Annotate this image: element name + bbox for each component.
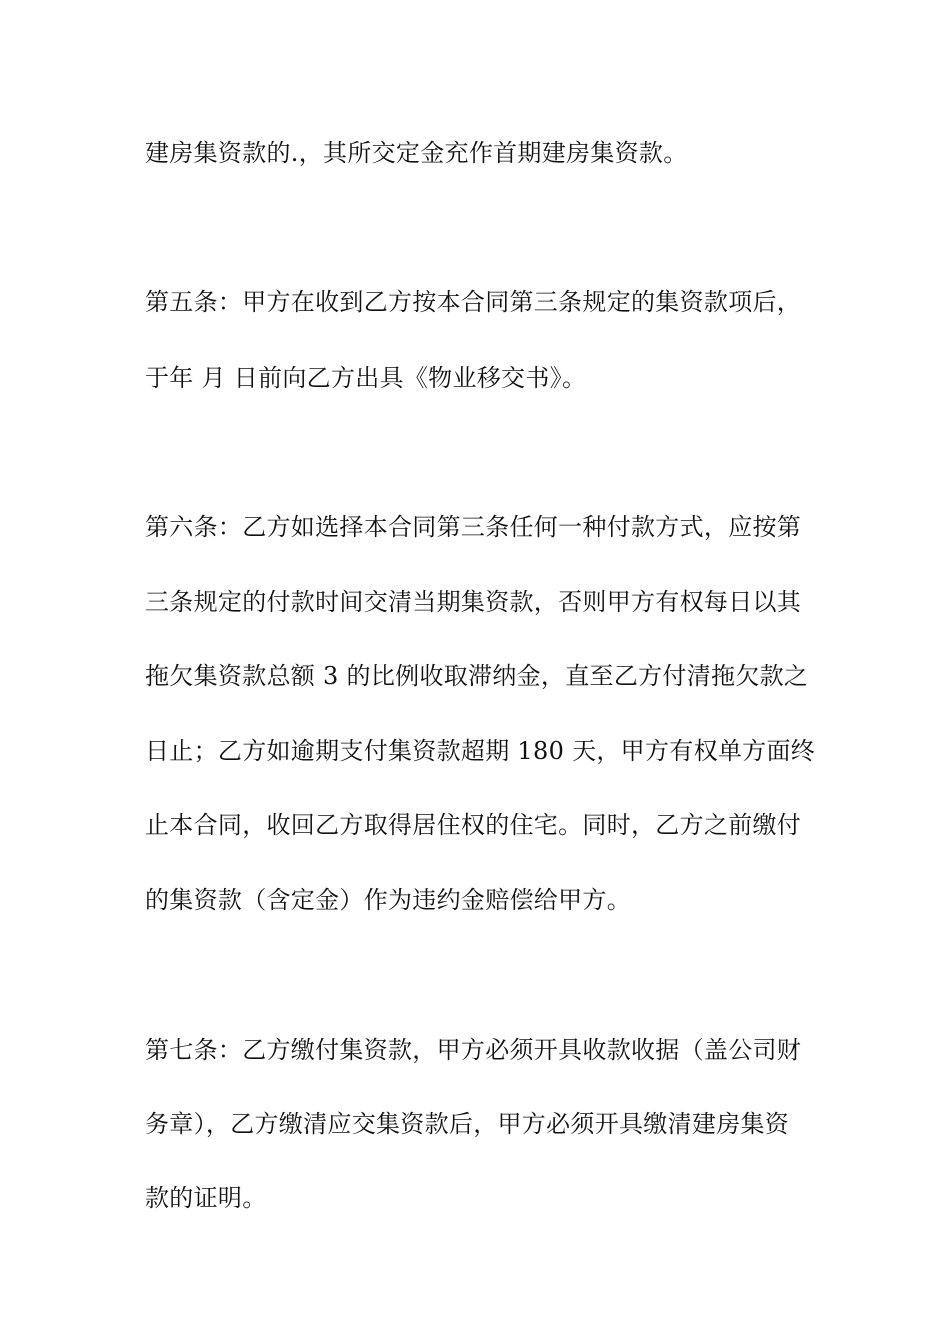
- text-line: 款的证明。: [145, 1184, 267, 1212]
- text-line: 第五条：甲方在收到乙方按本合同第三条规定的集资款项后，: [145, 288, 802, 316]
- text-line: 止本合同，收回乙方取得居住权的住宅。同时，乙方之前缴付: [145, 811, 802, 839]
- text-line: 拖欠集资款总额 3 的比例收取滞纳金，直至乙方付清拖欠款之: [145, 662, 809, 690]
- text-line: 建房集资款的.，其所交定金充作首期建房集资款。: [145, 139, 688, 167]
- text-line: 的集资款（含定金）作为违约金赔偿给甲方。: [145, 886, 631, 914]
- text-line: 三条规定的付款时间交清当期集资款，否则甲方有权每日以其: [145, 588, 802, 616]
- text-line: 日止；乙方如逾期支付集资款超期 180 天，甲方有权单方面终: [145, 737, 816, 765]
- text-line: 第七条：乙方缴付集资款，甲方必须开具收款收据（盖公司财: [145, 1036, 802, 1064]
- text-line: 于年 月 日前向乙方出具《物业移交书》。: [145, 364, 587, 392]
- text-line: 第六条：乙方如选择本合同第三条任何一种付款方式，应按第: [145, 513, 802, 541]
- text-line: 务章），乙方缴清应交集资款后，甲方必须开具缴清建房集资: [145, 1110, 790, 1138]
